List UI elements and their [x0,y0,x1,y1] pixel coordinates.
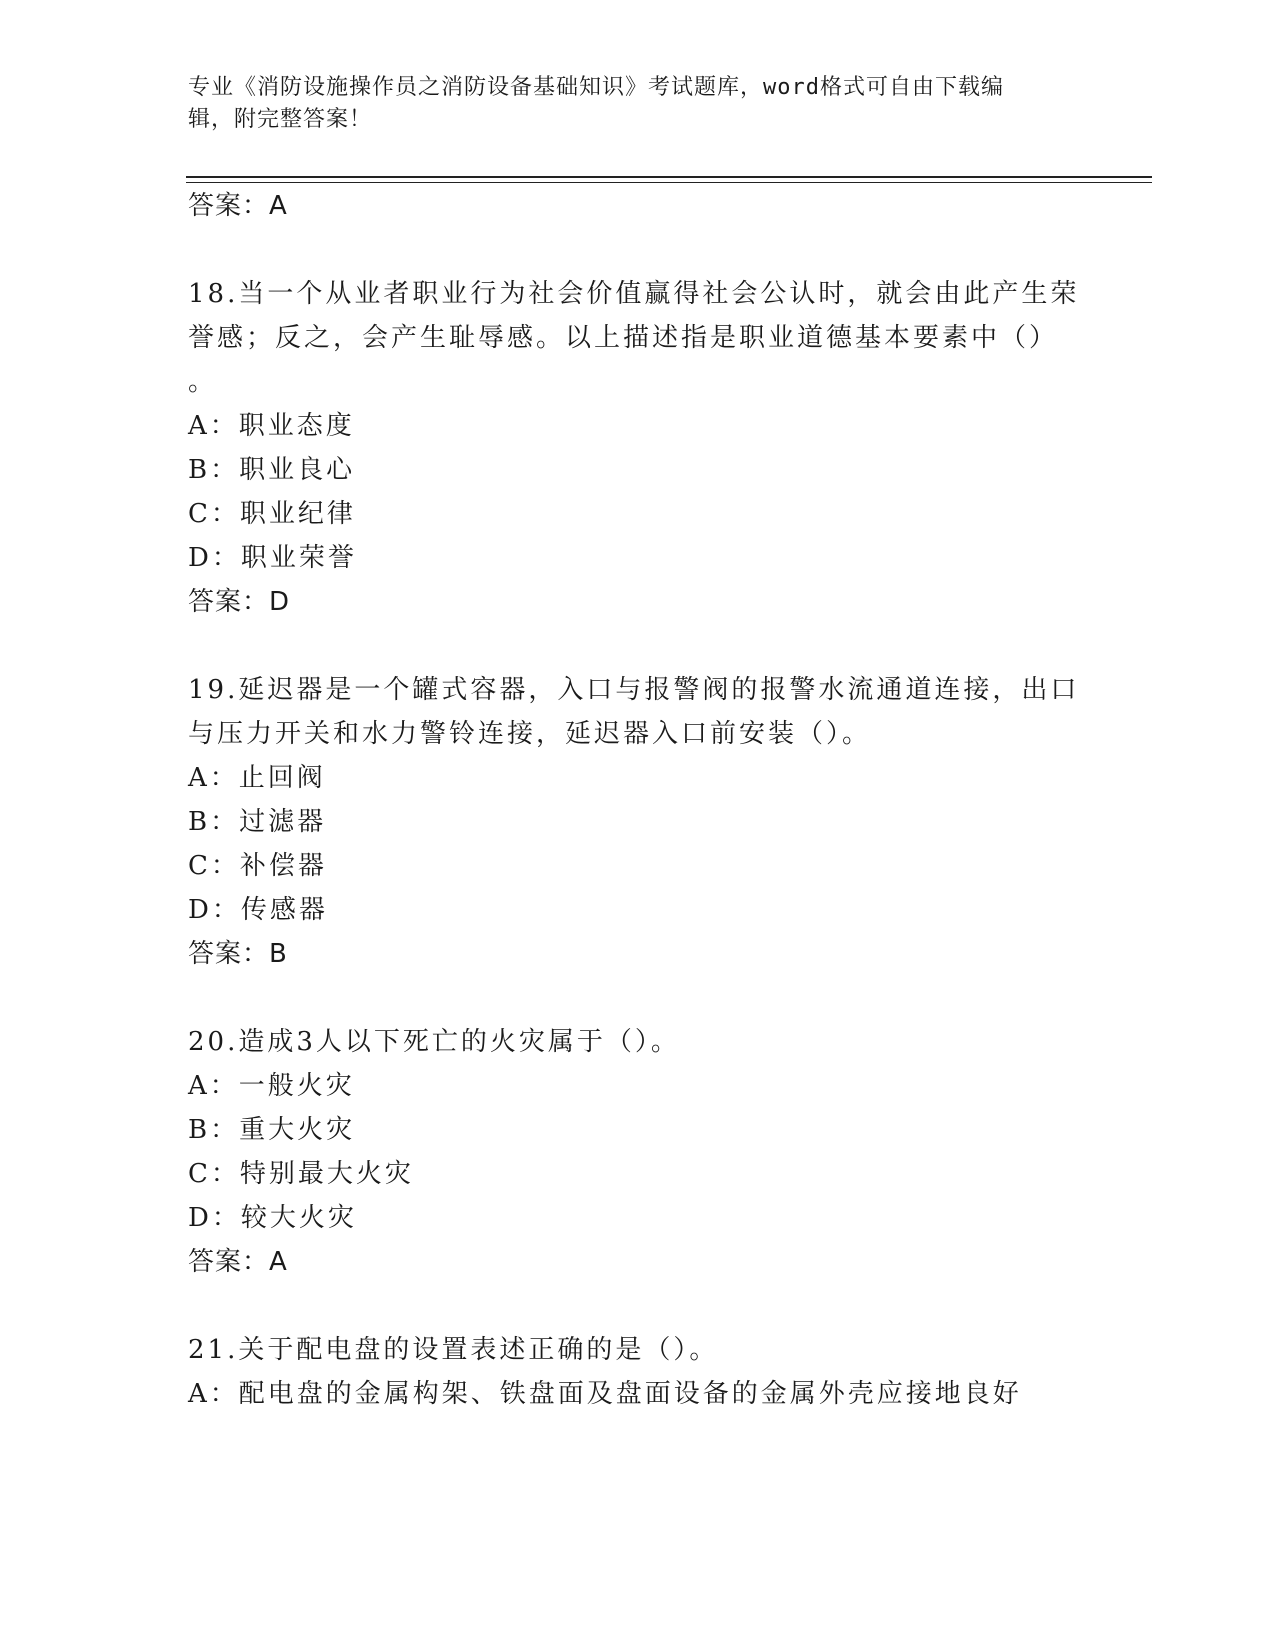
option-b: B：重大火灾 [188,1115,356,1145]
question-stem: 18.当一个从业者职业行为社会价值赢得社会公认时，就会由此产生荣 [188,279,1080,309]
option-c: C：补偿器 [188,851,327,881]
answer-17: 答案：A [188,191,288,221]
option-d: D：传感器 [188,895,328,925]
option-a: A：一般火灾 [188,1071,355,1101]
option-d: D：较大火灾 [188,1203,357,1233]
option-b: B：过滤器 [188,807,327,837]
question-stem: 19.延迟器是一个罐式容器，入口与报警阀的报警水流通道连接，出口 [188,675,1080,705]
option-d: D：职业荣誉 [188,543,357,573]
question-stem: 。 [188,367,218,397]
option-a: A：配电盘的金属构架、铁盘面及盘面设备的金属外壳应接地良好 [188,1379,1022,1409]
header-line-2: 辑，附完整答案！ [188,107,373,132]
option-a: A：职业态度 [188,411,355,441]
question-stem: 誉感；反之，会产生耻辱感。以上描述指是职业道德基本要素中（） [188,323,1059,353]
option-c: C：特别最大火灾 [188,1159,414,1189]
document-header [188,72,1068,136]
header-line-1: 专业《消防设施操作员之消防设备基础知识》考试题库，word格式可自由下载编 [188,75,1004,100]
question-stem: 20.造成3人以下死亡的火灾属于（）。 [188,1027,680,1057]
question-stem: 21.关于配电盘的设置表述正确的是（）。 [188,1335,719,1365]
option-c: C：职业纪律 [188,499,356,529]
answer: 答案：A [188,1247,288,1277]
option-b: B：职业良心 [188,455,356,485]
answer: 答案：D [188,587,291,617]
header-divider-thin [186,182,1152,183]
answer: 答案：B [188,939,288,969]
header-divider [186,176,1152,178]
question-stem: 与压力开关和水力警铃连接，延迟器入口前安装（）。 [188,719,872,749]
option-a: A：止回阀 [188,763,326,793]
